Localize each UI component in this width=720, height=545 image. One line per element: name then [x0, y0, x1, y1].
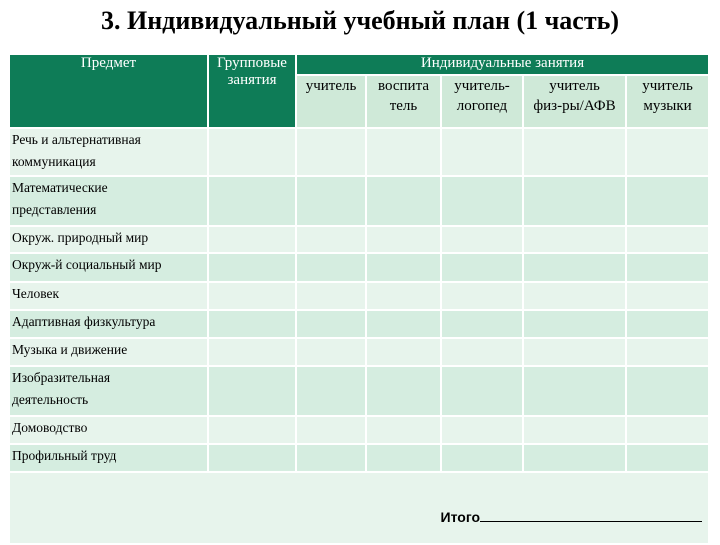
empty-cell[interactable]	[296, 176, 366, 226]
empty-cell[interactable]	[366, 128, 441, 176]
empty-cell[interactable]	[208, 310, 296, 338]
subject-cell: Человек	[9, 282, 208, 310]
table-row	[9, 444, 709, 472]
subject-cell: Адаптивная физкультура	[9, 310, 208, 338]
subject-line2: представления	[12, 202, 97, 217]
empty-cell[interactable]	[296, 416, 366, 444]
table-row	[9, 416, 709, 444]
empty-cell[interactable]	[626, 366, 709, 416]
subject-cell	[9, 176, 208, 226]
table-row	[9, 310, 709, 338]
empty-cell[interactable]	[208, 226, 296, 253]
header-educator-line1: воспита	[378, 77, 429, 94]
empty-cell[interactable]	[626, 226, 709, 253]
subject-line1: Математические	[12, 180, 108, 195]
header-pe-line2: физ-ры/АФВ	[533, 97, 616, 114]
empty-cell[interactable]	[208, 128, 296, 176]
header-educator	[366, 75, 441, 128]
total-row	[9, 472, 709, 544]
subject-line2: коммуникация	[12, 154, 96, 169]
empty-cell[interactable]	[366, 226, 441, 253]
empty-cell[interactable]	[366, 416, 441, 444]
total-blank-line[interactable]	[480, 507, 702, 522]
subject-cell: Домоводство	[9, 416, 208, 444]
empty-cell[interactable]	[208, 338, 296, 366]
empty-cell[interactable]	[523, 366, 626, 416]
empty-cell[interactable]	[626, 282, 709, 310]
empty-cell[interactable]	[296, 282, 366, 310]
header-individual	[296, 54, 709, 75]
header-pe-teacher	[523, 75, 626, 128]
header-teacher-label: учитель	[305, 77, 357, 94]
table-row	[9, 176, 709, 226]
table-row	[9, 253, 709, 282]
empty-cell[interactable]	[626, 444, 709, 472]
table-row	[9, 338, 709, 366]
empty-cell[interactable]	[208, 366, 296, 416]
header-speech-line1: учитель-	[454, 77, 510, 94]
empty-cell[interactable]	[441, 253, 523, 282]
empty-cell[interactable]	[296, 338, 366, 366]
empty-cell[interactable]	[441, 366, 523, 416]
total-cell	[9, 472, 709, 544]
empty-cell[interactable]	[296, 310, 366, 338]
page-title: 3. Индивидуальный учебный план (1 часть)	[100, 6, 620, 35]
empty-cell[interactable]	[523, 444, 626, 472]
empty-cell[interactable]	[296, 128, 366, 176]
empty-cell[interactable]	[208, 416, 296, 444]
empty-cell[interactable]	[366, 253, 441, 282]
empty-cell[interactable]	[523, 416, 626, 444]
header-music-line1: учитель	[642, 77, 693, 94]
empty-cell[interactable]	[208, 253, 296, 282]
empty-cell[interactable]	[441, 128, 523, 176]
empty-cell[interactable]	[441, 416, 523, 444]
header-group	[208, 54, 296, 128]
table-row	[9, 282, 709, 310]
empty-cell[interactable]	[626, 176, 709, 226]
empty-cell[interactable]	[441, 310, 523, 338]
empty-cell[interactable]	[523, 338, 626, 366]
subject-cell	[9, 366, 208, 416]
empty-cell[interactable]	[626, 416, 709, 444]
subject-line1: Речь и альтернативная	[12, 132, 141, 147]
empty-cell[interactable]	[296, 366, 366, 416]
subject-cell: Окруж. природный мир	[9, 226, 208, 253]
subject-line2: деятельность	[12, 392, 89, 407]
empty-cell[interactable]	[208, 176, 296, 226]
header-group-line1: Групповые	[217, 55, 287, 71]
table-row	[9, 226, 709, 253]
empty-cell[interactable]	[626, 310, 709, 338]
empty-cell[interactable]	[366, 310, 441, 338]
subject-cell: Музыка и движение	[9, 338, 208, 366]
header-educator-line2: тель	[389, 97, 418, 114]
empty-cell[interactable]	[366, 176, 441, 226]
empty-cell[interactable]	[626, 128, 709, 176]
empty-cell[interactable]	[366, 366, 441, 416]
subject-cell: Окруж-й социальный мир	[9, 253, 208, 282]
header-music-line2: музыки	[643, 97, 692, 114]
empty-cell[interactable]	[441, 444, 523, 472]
empty-cell[interactable]	[296, 444, 366, 472]
header-speech-therapist	[441, 75, 523, 128]
empty-cell[interactable]	[366, 338, 441, 366]
header-group-line2: занятия	[227, 72, 277, 88]
empty-cell[interactable]	[626, 338, 709, 366]
empty-cell[interactable]	[296, 226, 366, 253]
header-subject	[9, 54, 208, 128]
subject-cell: Профильный труд	[9, 444, 208, 472]
empty-cell[interactable]	[296, 253, 366, 282]
header-speech-line2: логопед	[456, 97, 508, 114]
empty-cell[interactable]	[523, 128, 626, 176]
empty-cell[interactable]	[366, 282, 441, 310]
empty-cell[interactable]	[626, 253, 709, 282]
header-subject-label: Предмет	[80, 55, 137, 71]
empty-cell[interactable]	[523, 226, 626, 253]
empty-cell[interactable]	[523, 176, 626, 226]
empty-cell[interactable]	[441, 176, 523, 226]
empty-cell[interactable]	[523, 282, 626, 310]
subject-line1: Изобразительная	[12, 370, 111, 385]
header-individual-label: Индивидуальные занятия	[420, 55, 585, 71]
table-row	[9, 128, 709, 176]
header-music-teacher	[626, 75, 709, 128]
empty-cell[interactable]	[366, 444, 441, 472]
empty-cell[interactable]	[441, 338, 523, 366]
subject-cell	[9, 128, 208, 176]
study-plan-table	[8, 53, 710, 545]
empty-cell[interactable]	[208, 282, 296, 310]
total-field	[441, 507, 702, 525]
header-pe-line1: учитель	[549, 77, 600, 94]
header-teacher	[296, 75, 366, 128]
empty-cell[interactable]	[208, 444, 296, 472]
table-row	[9, 366, 709, 416]
total-label: Итого	[440, 509, 481, 525]
empty-cell[interactable]	[523, 253, 626, 282]
empty-cell[interactable]	[441, 226, 523, 253]
empty-cell[interactable]	[441, 282, 523, 310]
empty-cell[interactable]	[523, 310, 626, 338]
